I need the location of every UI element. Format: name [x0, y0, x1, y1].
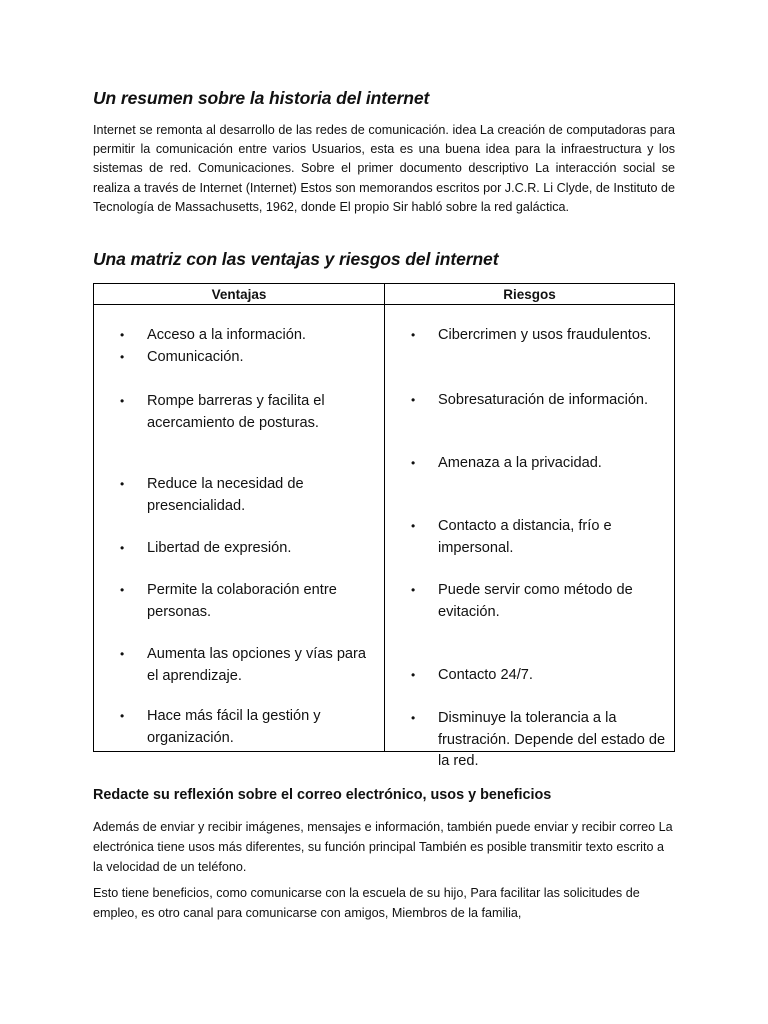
bullet-icon: • [411, 711, 416, 725]
list-item: • Amenaza a la privacidad. [385, 453, 674, 475]
list-item: • Acceso a la información. [94, 325, 384, 347]
bullet-icon: • [120, 647, 125, 661]
list-item: • Puede servir como método de evitación. [411, 582, 633, 620]
table-body-row [94, 305, 675, 752]
ventajas-cell [94, 305, 385, 752]
bullet-icon: • [411, 456, 416, 470]
bullet-icon: • [120, 328, 125, 342]
list-item: • Aumenta las opciones y vías para el aprendizaje. [120, 646, 367, 684]
email-reflection-heading: Redacte su reflexión sobre el correo electrónico, usos y beneficios [93, 787, 552, 803]
list-item: • Contacto a distancia, frío e impersonal. [411, 518, 612, 556]
list-item: • Libertad de expresión. [94, 538, 384, 560]
bullet-icon: • [411, 393, 416, 407]
matrix-heading: Una matriz con las ventajas y riesgos del internet [93, 249, 499, 269]
bullet-icon: • [411, 668, 416, 682]
list-item: • Hace más fácil la gestión y organización. [120, 708, 321, 746]
email-paragraph-2: Esto tiene beneficios, como comunicarse con la escuela de su hijo, Para facilitar las solicitudes de empleo, es otro canal para comunicarse con amigos, Miembros de la familia, [93, 886, 640, 920]
table-header-row [94, 284, 675, 305]
list-item: • Sobresaturación de información. [385, 390, 674, 412]
list-item: • Comunicación. [94, 347, 384, 369]
bullet-icon: • [411, 519, 416, 533]
riesgos-cell [385, 305, 675, 769]
list-item: • Disminuye la tolerancia a la frustración. Depende del estado de la red. [411, 710, 666, 769]
list-item: • Contacto 24/7. [385, 665, 674, 687]
bullet-icon: • [120, 541, 125, 555]
bullet-icon: • [120, 583, 125, 597]
list-item: • Cibercrimen y usos fraudulentos. [385, 325, 674, 347]
bullet-icon: • [120, 709, 125, 723]
bullet-icon: • [120, 394, 125, 408]
email-paragraph-1: Además de enviar y recibir imágenes, mensajes e información, también puede enviar y recibir correo La electrónica tiene usos más diferentes, su función principal También es posible transmitir texto escrito a la velocidad de un teléfono. [93, 820, 673, 874]
bullet-icon: • [411, 328, 416, 342]
header-riesgos: Riesgos [385, 284, 675, 305]
list-item: • Reduce la necesidad de presencialidad. [120, 476, 304, 514]
header-ventajas: Ventajas [94, 284, 385, 305]
history-paragraph: Internet se remonta al desarrollo de las redes de comunicación. idea La creación de computadoras para permitir la comunicación entre varios Usuarios, esta es una buena idea para la infraestructura y los sistemas de red. Comunicaciones. Sobre el primer documento descriptivo La interacción social se realiza a través de Internet (Internet) Estos son memorandos escritos por J.C.R. Li Clyde, de Instituto de Tecnología de Massachusetts, 1962, donde El propio Sir habló sobre la red galáctica. [93, 123, 675, 214]
history-heading: Un resumen sobre la historia del internet [93, 88, 430, 108]
bullet-icon: • [120, 350, 125, 364]
advantages-risks-table [93, 283, 675, 769]
list-item: • Permite la colaboración entre personas. [120, 582, 337, 620]
bullet-icon: • [411, 583, 416, 597]
bullet-icon: • [120, 477, 125, 491]
list-item: • Rompe barreras y facilita el acercamiento de posturas. [120, 393, 325, 431]
